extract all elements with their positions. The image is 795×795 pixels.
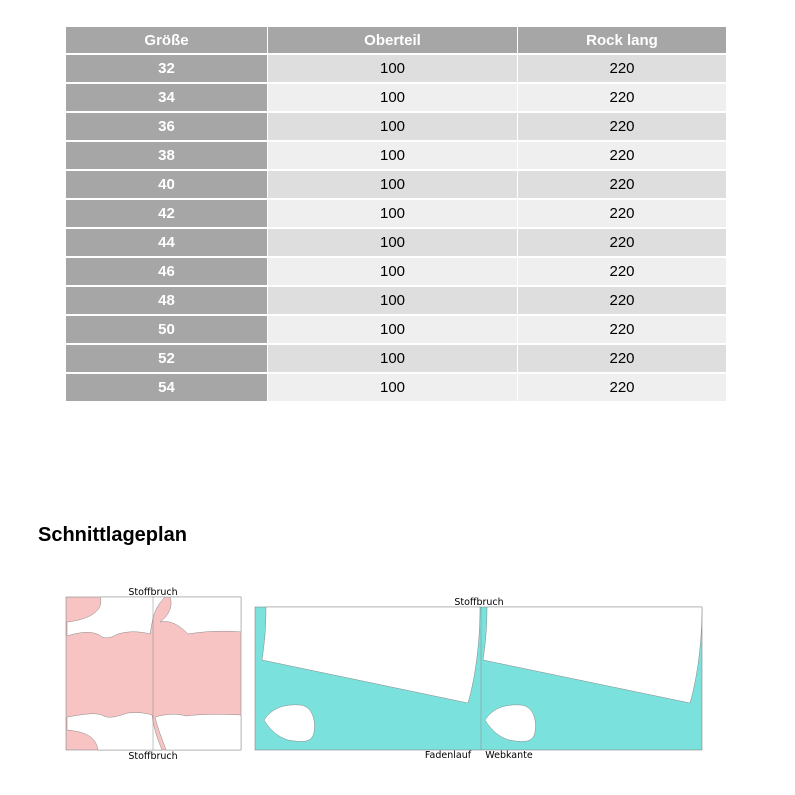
- oberteil-cell: 100: [268, 142, 517, 169]
- table-row: [66, 113, 726, 140]
- rock-cell: 220: [518, 287, 726, 314]
- rock-cell: 220: [518, 84, 726, 111]
- rock-cell: 220: [518, 142, 726, 169]
- size-cell: 32: [66, 55, 267, 82]
- column-header-size: Größe: [66, 27, 267, 53]
- oberteil-cell: 100: [268, 113, 517, 140]
- rock-cell: 220: [518, 345, 726, 372]
- column-header-oberteil: Oberteil: [268, 27, 517, 53]
- right-layout-panel: [255, 597, 702, 761]
- table-row: [66, 200, 726, 227]
- size-cell: 36: [66, 113, 267, 140]
- rock-cell: 220: [518, 316, 726, 343]
- size-cell: 40: [66, 171, 267, 198]
- table-row: [66, 287, 726, 314]
- size-cell: 46: [66, 258, 267, 285]
- size-cell: 34: [66, 84, 267, 111]
- table-header-row: [66, 27, 726, 53]
- rock-cell: 220: [518, 374, 726, 401]
- size-cell: 42: [66, 200, 267, 227]
- oberteil-cell: 100: [268, 345, 517, 372]
- table-row: [66, 316, 726, 343]
- left-bottom-fold-label: Stoffbruch: [128, 751, 178, 762]
- oberteil-cell: 100: [268, 55, 517, 82]
- table-row: [66, 84, 726, 111]
- column-header-rock-lang: Rock lang: [518, 27, 726, 53]
- table-row: [66, 374, 726, 401]
- table-row: [66, 345, 726, 372]
- selvage-label: Webkante: [485, 750, 533, 761]
- oberteil-cell: 100: [268, 200, 517, 227]
- size-cell: 50: [66, 316, 267, 343]
- size-cell: 38: [66, 142, 267, 169]
- size-cell: 44: [66, 229, 267, 256]
- oberteil-cell: 100: [268, 84, 517, 111]
- table-row: [66, 229, 726, 256]
- rock-cell: 220: [518, 113, 726, 140]
- rock-cell: 220: [518, 171, 726, 198]
- oberteil-cell: 100: [268, 374, 517, 401]
- size-table: [65, 25, 727, 403]
- rock-cell: 220: [518, 55, 726, 82]
- left-layout-panel: [66, 587, 241, 762]
- oberteil-cell: 100: [268, 229, 517, 256]
- left-top-fold-label: Stoffbruch: [128, 587, 178, 598]
- rock-cell: 220: [518, 200, 726, 227]
- grainline-label: Fadenlauf: [424, 750, 472, 761]
- section-title: Schnittlageplan: [38, 524, 187, 546]
- size-cell: 54: [66, 374, 267, 401]
- oberteil-cell: 100: [268, 316, 517, 343]
- oberteil-cell: 100: [268, 171, 517, 198]
- rock-cell: 220: [518, 229, 726, 256]
- left-gap-bottom-right: [155, 714, 241, 750]
- rock-cell: 220: [518, 258, 726, 285]
- oberteil-cell: 100: [268, 287, 517, 314]
- oberteil-cell: 100: [268, 258, 517, 285]
- table-row: [66, 171, 726, 198]
- right-top-fold-label: Stoffbruch: [454, 597, 504, 608]
- cutting-layout-figure: [0, 580, 795, 780]
- size-cell: 48: [66, 287, 267, 314]
- size-cell: 52: [66, 345, 267, 372]
- table-row: [66, 258, 726, 285]
- table-row: [66, 142, 726, 169]
- table-row: [66, 55, 726, 82]
